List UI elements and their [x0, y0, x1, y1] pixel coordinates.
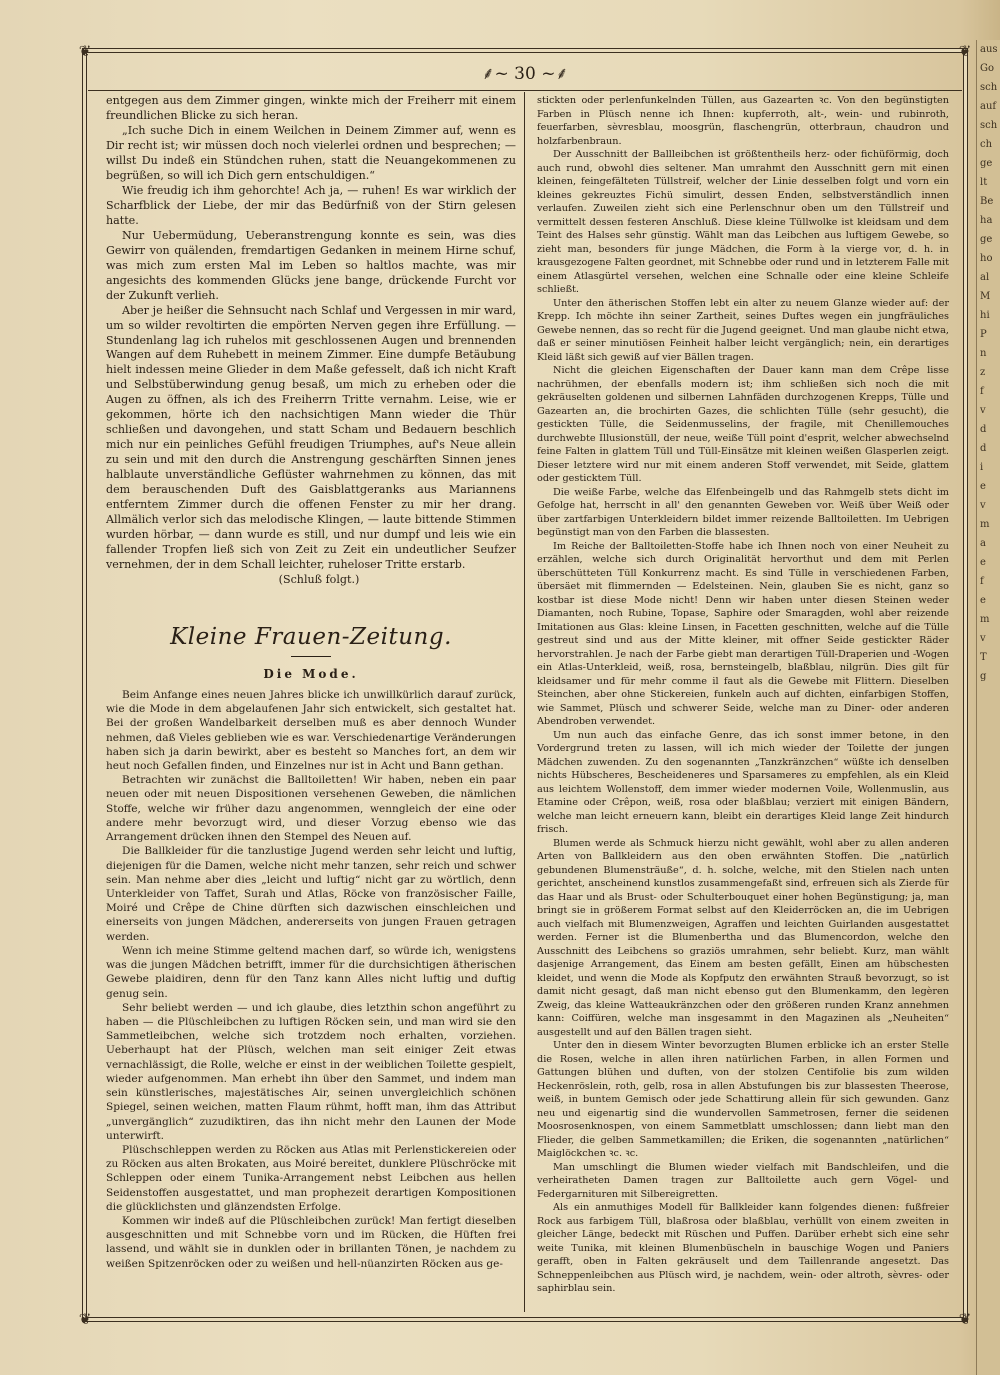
corner-ornament-icon: ❦	[78, 1310, 92, 1328]
article-paragraph: Blumen werde als Schmuck hierzu nicht gewählt, wohl aber zu allen anderen Arten von Ballkleidern aus den oben erwähnten Stoffen. Die „natürlich gebundenen Blumensträuße“, d. h. solche, welche, mit den Stielen nach unten gerichtet, anscheinend kunstlos zusammengefaßt sind, erfreuen sich als Zierde für das Haar und als Brust- oder Schulterbouquet einer hohen Begünstigung; ja, man bringt sie in größerem Format selbst auf den Kleiderröcken an, die im Uebrigen auch vielfach mit Blumenzweigen, Agraffen und leichten Guirlanden ausgestattet werden. Ferner ist die Blumenbertha und das Blumencordon, welche den Ausschnitt des Leibchens so graziös umrahmen, sehr beliebt. Kurz, man wählt dasjenige Arrangement, das Einem am besten gefällt, Einen am hübschesten kleidet, und wenn die Mode als Kopfputz den erwähnten Strauß bevorzugt, so ist damit nicht gesagt, daß man nicht ebenso gut den Blumenkamm, den legèren Zweig, das kleine Watteaukränzchen oder den größeren runden Kranz annehmen kann: Coiffüren, welche man insgesammt in den Magazinen als „Neuheiten“ ausgestellt und auf den Bällen tragen sieht.	[537, 837, 949, 1038]
next-page-edge	[976, 40, 1000, 1375]
next-page-fragment: n	[980, 348, 987, 359]
next-page-fragment: e	[980, 557, 986, 568]
article-paragraph: Unter den in diesem Winter bevorzugten Blumen erblicke ich an erster Stelle die Rosen, welche in allen ihren natürlichen Farben, in allen Formen und Gattungen blühen und duften, von der stolzen Centifolie bis zum wilden Heckenröslein, roth, gelb, rosa in allen Abstufungen bis zur blassesten Theerose, weiß, in buntem Gemisch oder jede Schattirung allein für sich gewunden. Ganz neu und eigenartig sind die wundervollen Sammetrosen, ferner die seidenen Moosrosenknospen, von einem Sammetblatt umschlossen; dann liebt man den Flieder, die gelben Sammetkamillen; die Eriken, die sogenannten „natürlichen“ Maiglöckchen ꝛc. ꝛc.	[537, 1040, 949, 1159]
header-rule	[88, 90, 962, 91]
next-page-fragment: Be	[980, 196, 994, 207]
article-paragraph: Um nun auch das einfache Genre, das ich sonst immer betone, in den Vordergrund treten zu lassen, will ich mich wieder der Toilette der jungen Mädchen zuwenden. Zu den sogenannten „Tanzkränzchen“ wüßte ich denselben nichts Hübscheres, Bescheideneres und Sparsameres zu empfehlen, als ein Kleid aus leichtem Wollenstoff, dem immer wieder modernen Voile, Wollenmuslin, aus Etamine oder Crêpon, weiß, rosa oder blaßblau; verziert mit einigen Bändern, welche man leicht erneuern kann, bleibt ein derartiges Kleid lange Zeit hindurch frisch.	[537, 729, 949, 835]
section-title: Kleine Frauen-Zeitung.	[170, 623, 452, 650]
next-page-fragment: hi	[980, 310, 990, 321]
right-column	[537, 94, 949, 1296]
story-paragraph: „Ich suche Dich in einem Weilchen in Deinem Zimmer auf, wenn es Dir recht ist; wir müssen doch noch vielerlei ordnen und besprechen; — willst Du indeß ein Stündchen ruhen, statt die Neuangekommenen zu begrüßen, so will ich Dich gern entschuldigen.“	[106, 123, 516, 182]
next-page-fragment: v	[980, 633, 986, 644]
article-paragraph: Man umschlingt die Blumen wieder vielfach mit Bandschleifen, und die verheiratheten Damen tragen zur Balltoilette auch gern Vögel- und Federgarnituren mit Silbereigretten.	[537, 1161, 949, 1200]
next-page-fragment: f	[980, 386, 984, 397]
next-page-fragment: lt	[980, 177, 988, 188]
next-page-fragment: Go	[980, 63, 995, 74]
story-paragraph: entgegen aus dem Zimmer gingen, winkte mich der Freiherr mit einem freundlichen Blicke zu sich heran.	[106, 94, 516, 122]
article-paragraph: Im Reiche der Balltoiletten-Stoffe habe ich Ihnen noch von einer Neuheit zu erzählen, welche sich durch Originalität hervorthut und dem mit Perlen überschütteten Tüll Konkurrenz macht. Es sind Tülle in verschiedenen Farben, übersäet mit flimmernden — Edelsteinen. Nein, glauben Sie es nicht, ganz so kostbar ist diese Mode nicht! Denn wir haben unter diesen Steinen weder Diamanten, noch Rubine, Topase, Saphire oder Smaragden, wohl aber reizende Imitationen aus Glas: kleine Linsen, in Facetten geschnitten, welche auf die Tülle gestreut sind und aus der Mitte kleiner, mit offner Seide gestickter Räder hervorstrahlen. Je nach der Farbe giebt man derartigen Tüll-Draperien und -Wogen ein Atlas-Unterkleid, weiß, rosa, bernsteingelb, blaßblau, nilgrün. Dies gilt für kleidsamer und für mehr comme il faut als die Gewebe mit Flittern. Dieselben Steinchen, aber ohne Stickereien, funkeln auch auf dichten, einfarbigen Stoffen, wie Sammet, Plüsch und schwerer Seide, welche man zu Diner- oder anderen Abendroben verwendet.	[537, 540, 949, 727]
column-divider	[524, 92, 525, 1312]
article-paragraph: Sehr beliebt werden — und ich glaube, dies letzthin schon angeführt zu haben — die Plüschleibchen zu luftigen Röcken sein, und man wird sie den Sammetleibchen, welche sich trotzdem noch erhalten, vorziehen. Ueberhaupt hat der Plüsch, welchen man seit einiger Zeit etwas vernachlässigt, die Rolle, welche er einst in der weiblichen Toilette gespielt, wieder aufgenommen. Man erhebt ihn über den Sammet, und indem man sein künstlerisches, majestätisches Air, seinen unvergleichlich schönen Spiegel, seinen weichen, matten Flaum rühmt, hofft man, ihm das Attribut „unvergänglich“ zuzudiktiren, das ihn nicht mehr den Launen der Mode unterwirft.	[106, 1001, 516, 1142]
story-paragraph: Wie freudig ich ihm gehorchte! Ach ja, — ruhen! Es war wirklich der Scharfblick der Liebe, der mir das Bedürfniß von der Stirn gelesen hatte.	[106, 183, 516, 227]
next-page-fragment: z	[980, 367, 986, 378]
next-page-fragment: i	[980, 462, 984, 473]
flourish-right-icon: ~⸙	[541, 64, 569, 84]
corner-ornament-icon: ❦	[78, 42, 92, 60]
article-paragraph: Der Ausschnitt der Ballleibchen ist größtentheils herz- oder fichüförmig, doch auch rund, obwohl dies seltener. Man umrahmt den Ausschnitt gern mit einen kleinen, feingefälteten Tüllstreif, welcher der Linie desselben folgt und vorn ein kleines gekreuztes Fichü simulirt, dessen Enden, selbstverständlich innen verlaufen. Zuweilen zieht sich eine Perlenschnur oben um den Tüllstreif und vermittelt dessen festeren Anschluß. Diese kleine Tüllwolke ist kleidsam und dem Teint des Halses sehr günstig. Wählt man das Leibchen aus luftigem Gewebe, so zieht man, besonders für junge Mädchen, die Form à la vierge vor, d. h. in krausgezogene Falten geordnet, mit Schnebbe oder rund und in letzterem Falle mit einem Atlasgürtel versehen, welchen eine Schnalle oder eine kleine Schleife schließt.	[537, 149, 949, 295]
next-page-fragment: f	[980, 576, 984, 587]
corner-ornament-icon: ❦	[958, 1310, 972, 1328]
next-page-fragment: v	[980, 500, 986, 511]
mode-article	[106, 688, 516, 1271]
article-paragraph: Als ein anmuthiges Modell für Ballkleider kann folgendes dienen: fußfreier Rock aus farbigem Tüll, blaßrosa oder blaßblau, verhüllt von einem zweiten in gleicher Länge, bedeckt mit Rüschen und Puffen. Darüber erhebt sich eine sehr weite Tunika, mit kleinen Blumenbüscheln in bauschige Wogen und Paniers gerafft, oben in Falten gekräuselt und dem Taillenrande angesetzt. Das Schneppenleibchen aus Plüsch wird, je nachdem, wein- oder altroth, sèvres- oder saphirblau sein.	[537, 1202, 949, 1294]
next-page-fragment: e	[980, 481, 986, 492]
article-paragraph: stickten oder perlenfunkelnden Tüllen, aus Gazearten ꝛc. Von den begünstigten Farben in Plüsch nenne ich Ihnen: kupferroth, alt-, wein- und rubinroth, feuerfarben, sèvresblau, moosgrün, flaschengrün, otterbraun, chaudron und holzfarbenbraun.	[537, 95, 949, 147]
next-page-fragment: ho	[980, 253, 993, 264]
next-page-fragment: ge	[980, 234, 993, 245]
article-paragraph: Die Ballkleider für die tanzlustige Jugend werden sehr leicht und luftig, diejenigen für die Damen, welche nicht mehr tanzen, sehr reich und schwer sein. Man nehme aber dies „leicht und luftig“ nicht gar zu wörtlich, denn Unterkleider von Taffet, Surah und Atlas, Röcke von französischer Faille, Moiré und Crêpe de Chine dürften sich dazwischen einschleichen und einerseits von jungen Mädchen, andererseits von jungen Frauen getragen werden.	[106, 845, 516, 943]
page-header	[86, 60, 964, 88]
article-paragraph: Plüschschleppen werden zu Röcken aus Atlas mit Perlenstickereien oder zu Röcken aus alten Brokaten, aus Moiré bereitet, dunklere Plüschröcke mit Schleppen oder einem Tunika-Arrangement nebst Leibchen aus hellen Seidenstoffen ausgestattet, und man prophezeit derartigen Kompositionen die glücklichsten und glänzendsten Erfolge.	[106, 1143, 516, 1213]
sequel-note: (Schluß folgt.)	[278, 573, 360, 586]
next-page-fragment: m	[980, 519, 990, 530]
next-page-fragment: aus	[980, 44, 998, 55]
next-page-fragment: sch	[980, 82, 998, 93]
section-rule	[291, 656, 331, 657]
flourish-left-icon: ⸙~	[481, 64, 509, 84]
left-column	[106, 94, 516, 1271]
article-paragraph: Beim Anfange eines neuen Jahres blicke ich unwillkürlich darauf zurück, wie die Mode in dem abgelaufenen Jahr sich entwickelt, sich gestaltet hat. Bei der großen Wandelbarkeit derselben muß es aber dennoch Wunder nehmen, daß Vieles geblieben wie es war. Verschiedenartige Veränderungen haben sich ja darin bewirkt, aber es besteht so Manches fort, an dem wir heut noch Gefallen finden, und Einzelnes nur ist in Acht und Bann gethan.	[106, 688, 516, 773]
next-page-fragment: m	[980, 614, 990, 625]
page-number: 30	[514, 64, 536, 84]
next-page-fragment: ge	[980, 158, 993, 169]
next-page-fragment: e	[980, 595, 986, 606]
article-paragraph: Unter den ätherischen Stoffen lebt ein alter zu neuem Glanze wieder auf: der Krepp. Ich möchte ihn seiner Zartheit, seines Duftes wegen ein jungfräuliches Gewebe nennen, das so recht für die Jugend geeignet. Und man glaube nicht etwa, daß er seiner minutiösen Feinheit halber leicht vergänglich; nein, ein derartiges Kleid läßt sich gewiß auf vier Bällen tragen.	[537, 297, 949, 363]
next-page-fragment: v	[980, 405, 986, 416]
next-page-fragment: d	[980, 424, 987, 435]
next-page-fragment: g	[980, 671, 987, 682]
article-paragraph: Kommen wir indeß auf die Plüschleibchen zurück! Man fertigt dieselben ausgeschnitten und mit Schnebbe vorn und im Rücken, die Hüften frei lassend, und wählt sie in dunklen oder in brillanten Tönen, je nachdem zu weißen Spitzenröcken oder zu weißen und hell-nüanzirten Röcken aus ge-	[106, 1215, 516, 1270]
story-paragraph: Nur Uebermüdung, Ueberanstrengung konnte es sein, was dies Gewirr von quälenden, fremdartigen Gedanken in meinem Hirne schuf, was mich zum ersten Mal im Leben so haltlos machte, was mir angesichts des kommenden Glücks jene bange, drückende Furcht vor der Zukunft verlieh.	[106, 228, 516, 302]
next-page-fragment: ch	[980, 139, 993, 150]
article-paragraph: Wenn ich meine Stimme geltend machen darf, so würde ich, wenigstens was die jungen Mädchen betrifft, immer für die durchsichtigen ätherischen Gewebe plaidiren, denn für den Tanz kann Alles nicht luftig und duftig genug sein.	[106, 944, 516, 1000]
article-paragraph: Betrachten wir zunächst die Balltoiletten! Wir haben, neben ein paar neuen oder mit neuen Dispositionen versehenen Geweben, die nämlichen Stoffe, welche wir früher dazu angenommen, wenngleich der eine oder andere mehr bevorzugt wird, und dieser Vorzug ebenso wie das Arrangement drücken ihnen den Stempel des Neuen auf.	[106, 774, 516, 844]
next-page-fragment: sch	[980, 120, 998, 131]
article-paragraph: Die weiße Farbe, welche das Elfenbeingelb und das Rahmgelb stets dicht im Gefolge hat, herrscht in all' den genannten Geweben vor. Weiß über Weiß oder über zartfarbigen Unterkleidern bildet immer reizende Balltoiletten. Im Uebrigen begünstigt man von den Farben die blassesten.	[537, 486, 949, 538]
article-subtitle: Die Mode.	[263, 666, 359, 681]
next-page-fragment: a	[980, 538, 986, 549]
story-paragraph: Aber je heißer die Sehnsucht nach Schlaf und Vergessen in mir ward, um so wilder revoltirten die empörten Nerven gegen ihre Erfüllung. — Stundenlang lag ich ruhelos mit geschlossenen Augen und brennenden Wangen auf dem Ruhebett in meinem Zimmer. Eine dumpfe Betäubung hielt indessen meine Glieder in dem Maße gefesselt, daß ich nicht Kraft und Selbstüberwindung genug besaß, um mich zu erheben oder die Augen zu öffnen, als ich des Freiherrn Tritte vernahm. Leise, wie er gekommen, hörte ich den nachsichtigen Mann wieder die Thür schließen und davongehen, und statt Scham und Bedauern beschlich mich nur ein peinliches Gefühl freudigen Triumphes, auf's Neue allein zu sein und mit den durch die Anstrengung geschärften Sinnen jenes halblaute unverständliche Geflüster wahrnehmen zu können, das mit dem berauschenden Duft des Gaisblattgeranks aus Mariannens entferntem Zimmer durch die offenen Fenster zu mir her drang. Allmälich verlor sich das melodische Klingen, — laute bittende Stimmen wurden hörbar, — dann wurde es still, und nur dumpf und leis wie ein fallender Tropfen ließ sich von Zeit zu Zeit ein undeutlicher Seufzer vernehmen, der in dem Schall leichter, ruheloser Tritte erstarb.	[106, 303, 516, 572]
next-page-fragment: d	[980, 443, 987, 454]
next-page-fragment: al	[980, 272, 990, 283]
next-page-fragment: P	[980, 329, 987, 340]
next-page-fragment: ha	[980, 215, 993, 226]
next-page-fragment: T	[980, 652, 987, 663]
next-page-fragment: M	[980, 291, 991, 302]
article-paragraph: Nicht die gleichen Eigenschaften der Dauer kann man dem Crêpe lisse nachrühmen, der ebenfalls modern ist; ihm schließen sich noch die mit gekräuselten goldenen und silbernen Lahnfäden durchzogenen Krepps, Tülle und Gazearten an, die brochirten Gazes, die schlichten Tülle (sehr gesucht), die gestickten Tülle, die Seidenmusselins, der fragile, mit Chenillemouches durchwebte Illusionstüll, der neue, weiße Tüll point d'esprit, welcher abwechselnd feine Falten in glattem Tüll und Tüll-Einsätze mit kleinen weißen Glasperlen zeigt. Dieser letztere wird nur mit einem anderen Stoff verwendet, mit Seide, glattem oder gesticktem Tüll.	[537, 365, 949, 484]
corner-ornament-icon: ❦	[958, 42, 972, 60]
next-page-fragment: auf	[980, 101, 997, 112]
